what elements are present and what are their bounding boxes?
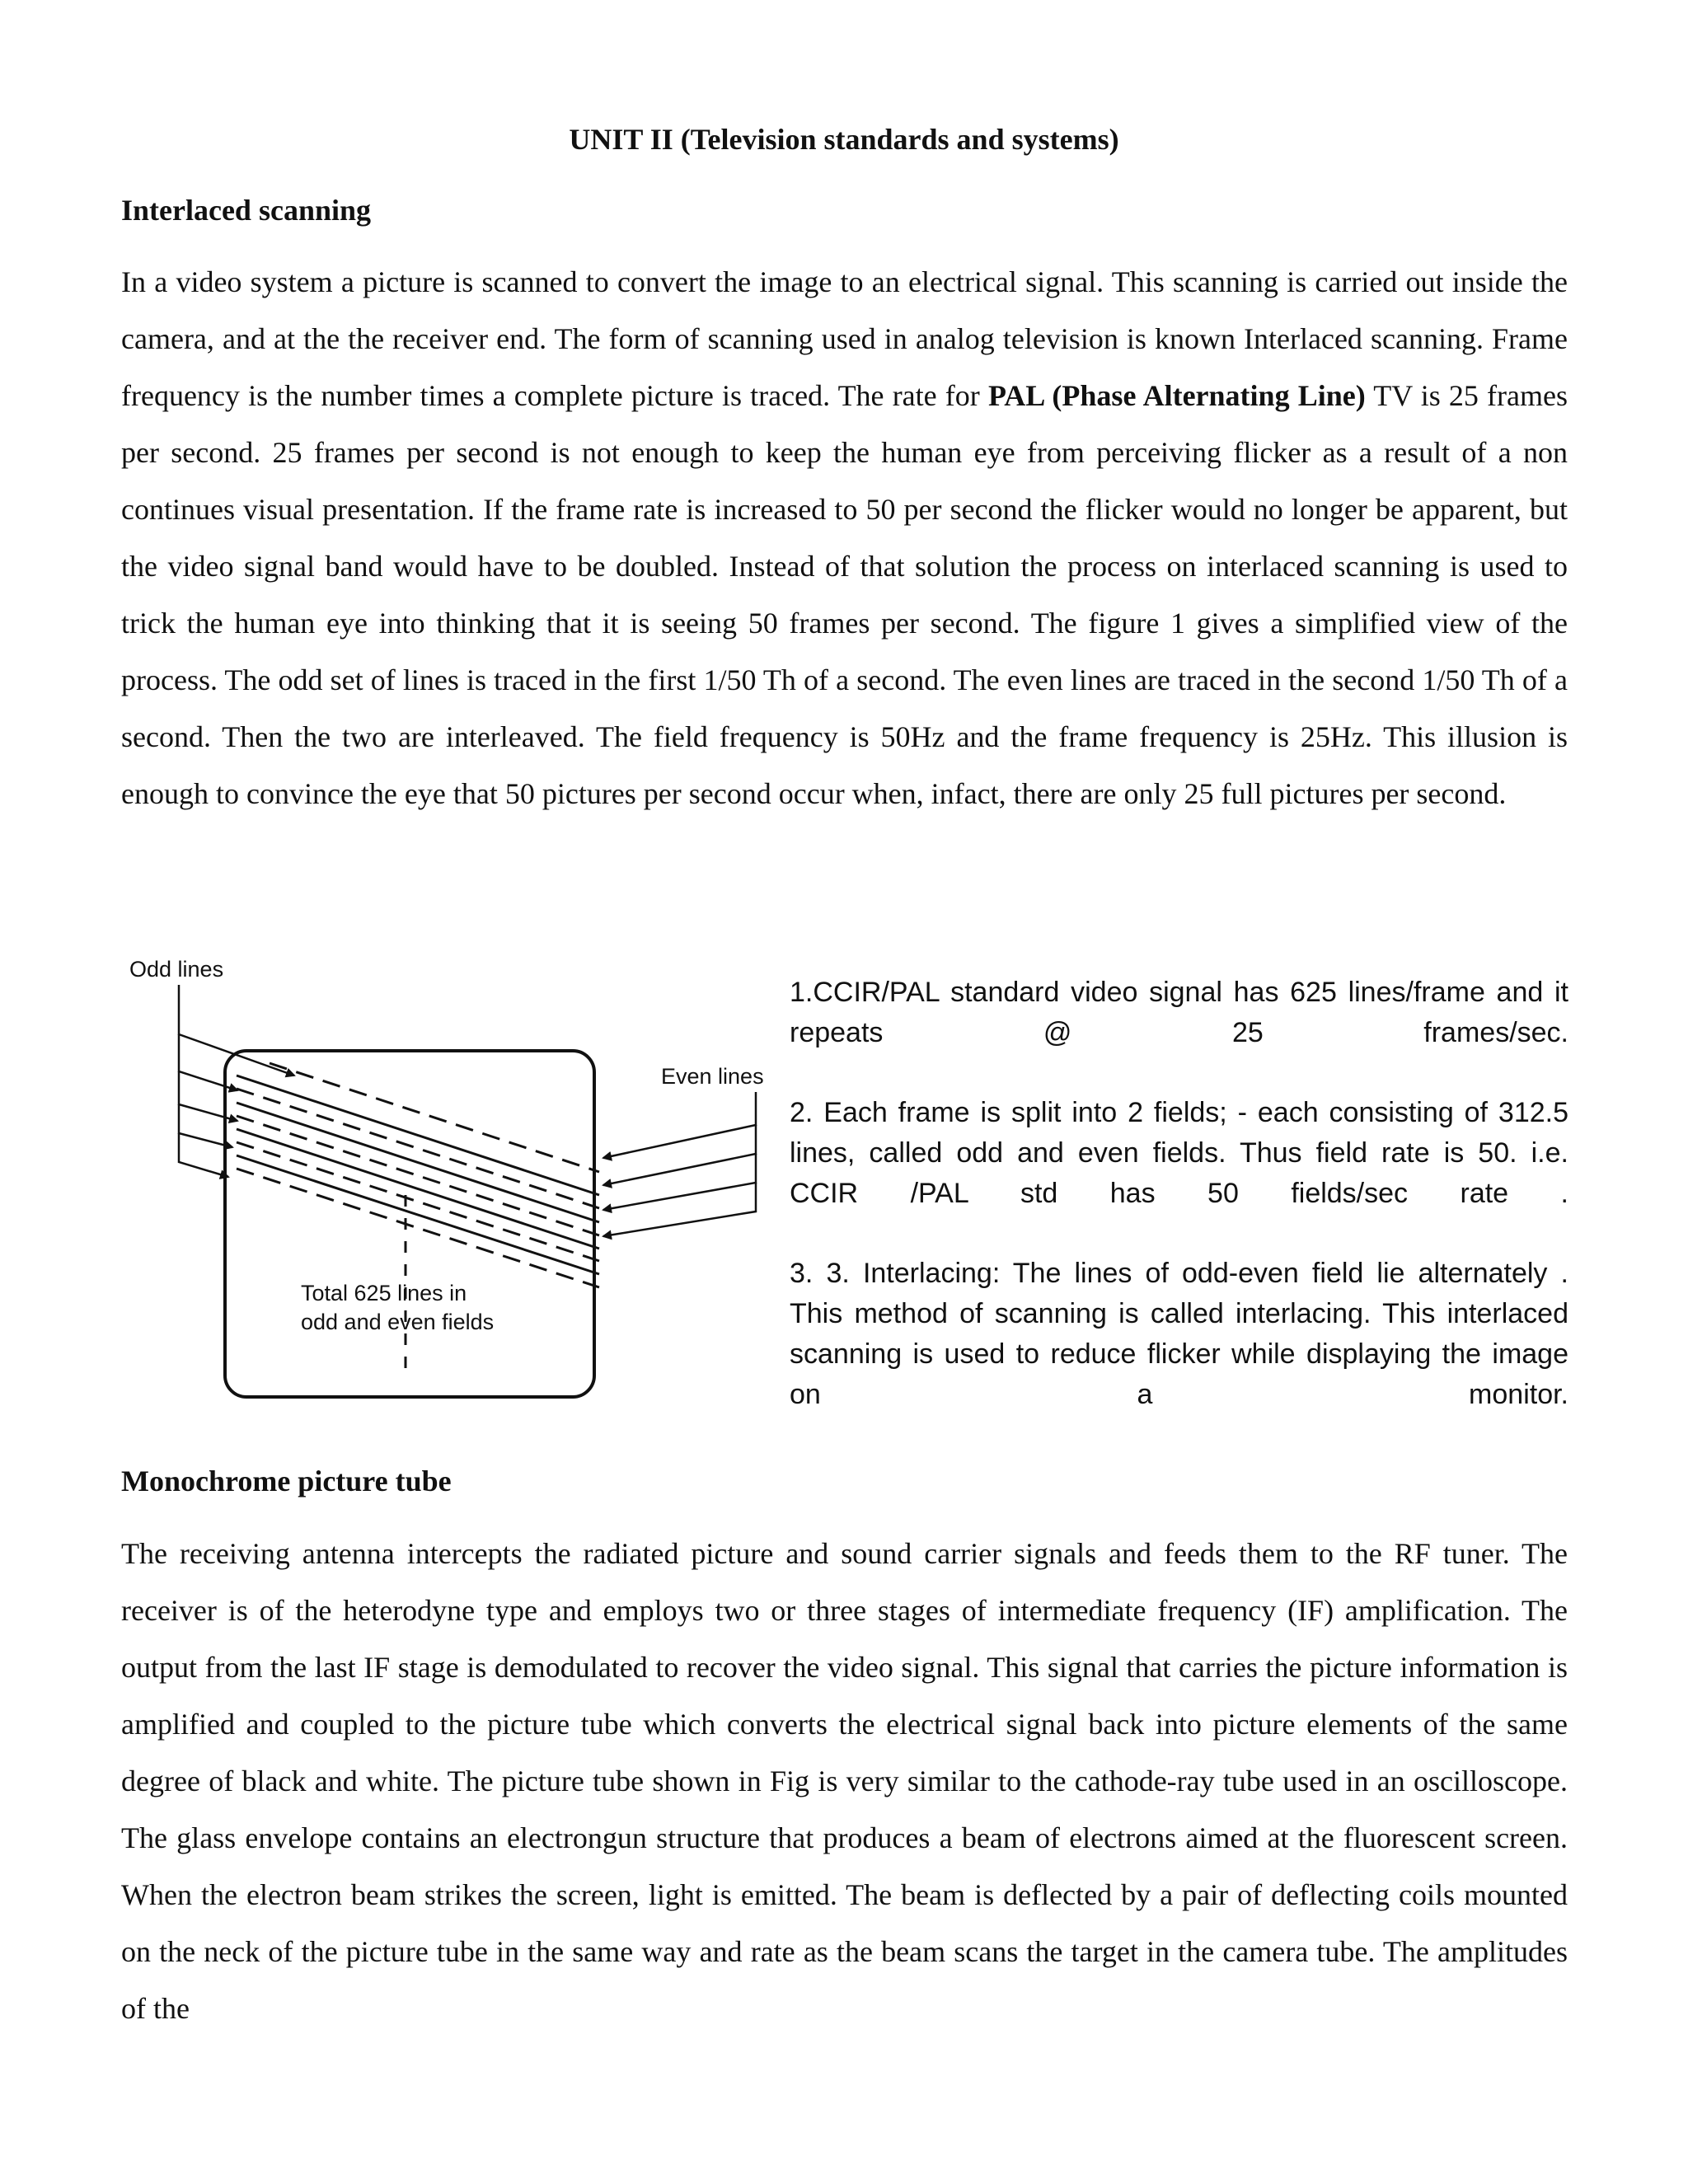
note-3: 3. 3. Interlacing: The lines of odd-even field lie alternately . This method of scanning is called interlacing. This interlaced scanning is used to reduce flicker while displaying the image on a monitor. — [790, 1258, 1568, 1410]
interlaced-scanning-diagram — [121, 948, 781, 1409]
section-heading-interlaced: Interlaced scanning — [121, 194, 372, 227]
paragraph-interlaced — [121, 254, 1568, 823]
figure-notes — [790, 972, 1568, 1455]
paragraph-monochrome: The receiving antenna intercepts the radiated picture and sound carrier signals and feeds them to the RF tuner. The receiver is of the heterodyne type and employs two or three stages of intermediate frequency (IF) amplification. The output from the last IF stage is demodulated to recover the video signal. This signal that carries the picture information is amplified and coupled to the picture tube which converts the electrical signal back into picture elements of the same degree of black and white. The picture tube shown in Fig is very similar to the cathode-ray tube used in an oscilloscope. The glass envelope contains an electrongun structure that produces a beam of electrons aimed at the fluorescent screen. When the electron beam strikes the screen, light is emitted. The beam is deflected by a pair of deflecting coils mounted on the neck of the picture tube in the same way and rate as the beam scans the target in the camera tube. The amplitudes of the — [121, 1537, 1568, 2025]
note-2: 2. Each frame is split into 2 fields; - each consisting of 312.5 lines, called odd and even fields. Thus field rate is 50. i.e. CCIR /PAL std has 50 fields/sec rate . — [790, 1097, 1568, 1209]
section-heading-monochrome: Monochrome picture tube — [121, 1465, 452, 1497]
even-scan-lines — [237, 1063, 599, 1287]
note-1: 1.CCIR/PAL standard video signal has 625 lines/frame and it repeats @ 25 frames/sec. — [790, 977, 1568, 1048]
page-title: UNIT II (Television standards and systems) — [569, 123, 1119, 156]
total-lines-label: Total 625 lines in — [301, 1281, 467, 1305]
paragraph-bold-pal: PAL (Phase Alternating Line) — [987, 379, 1366, 412]
paragraph-text: TV is 25 frames per second. 25 frames per second is not enough to keep the human eye from perceiving flicker as a result of a non continues visual presentation. If the frame rate is increased to 50 per second the flicker would no longer be apparent, but the video signal band would have to be doubled. Instead of that solution the process on interlaced scanning is used to trick the human eye into thinking that it is seeing 50 frames per second. The figure 1 gives a simplified view of the process. The odd set of lines is traced in the first 1/50 Th of a second. The even lines are traced in the second 1/50 Th of a second. Then the two are interleaved. The field frequency is 50Hz and the frame frequency is 25Hz. This illusion is enough to convince the eye that 50 pictures per second occur when, infact, there are only 25 full pictures per second. — [121, 379, 1568, 810]
total-lines-label-2: odd and even fields — [301, 1310, 495, 1334]
paragraph-text: In a video system a picture is scanned to convert the image to an electrical signal. This scanning is carried out inside the camera, and at the the receiver end. The form of scanning used in analog television is known Interlaced scanning. Frame frequency is the number times a complete picture is traced. The rate for — [121, 265, 1568, 412]
odd-lines-label: Odd lines — [129, 957, 224, 982]
even-line-arrows — [603, 1092, 756, 1236]
even-lines-label: Even lines — [661, 1064, 764, 1089]
interlaced-scanning-figure — [121, 948, 781, 1409]
odd-line-arrows — [179, 985, 294, 1177]
